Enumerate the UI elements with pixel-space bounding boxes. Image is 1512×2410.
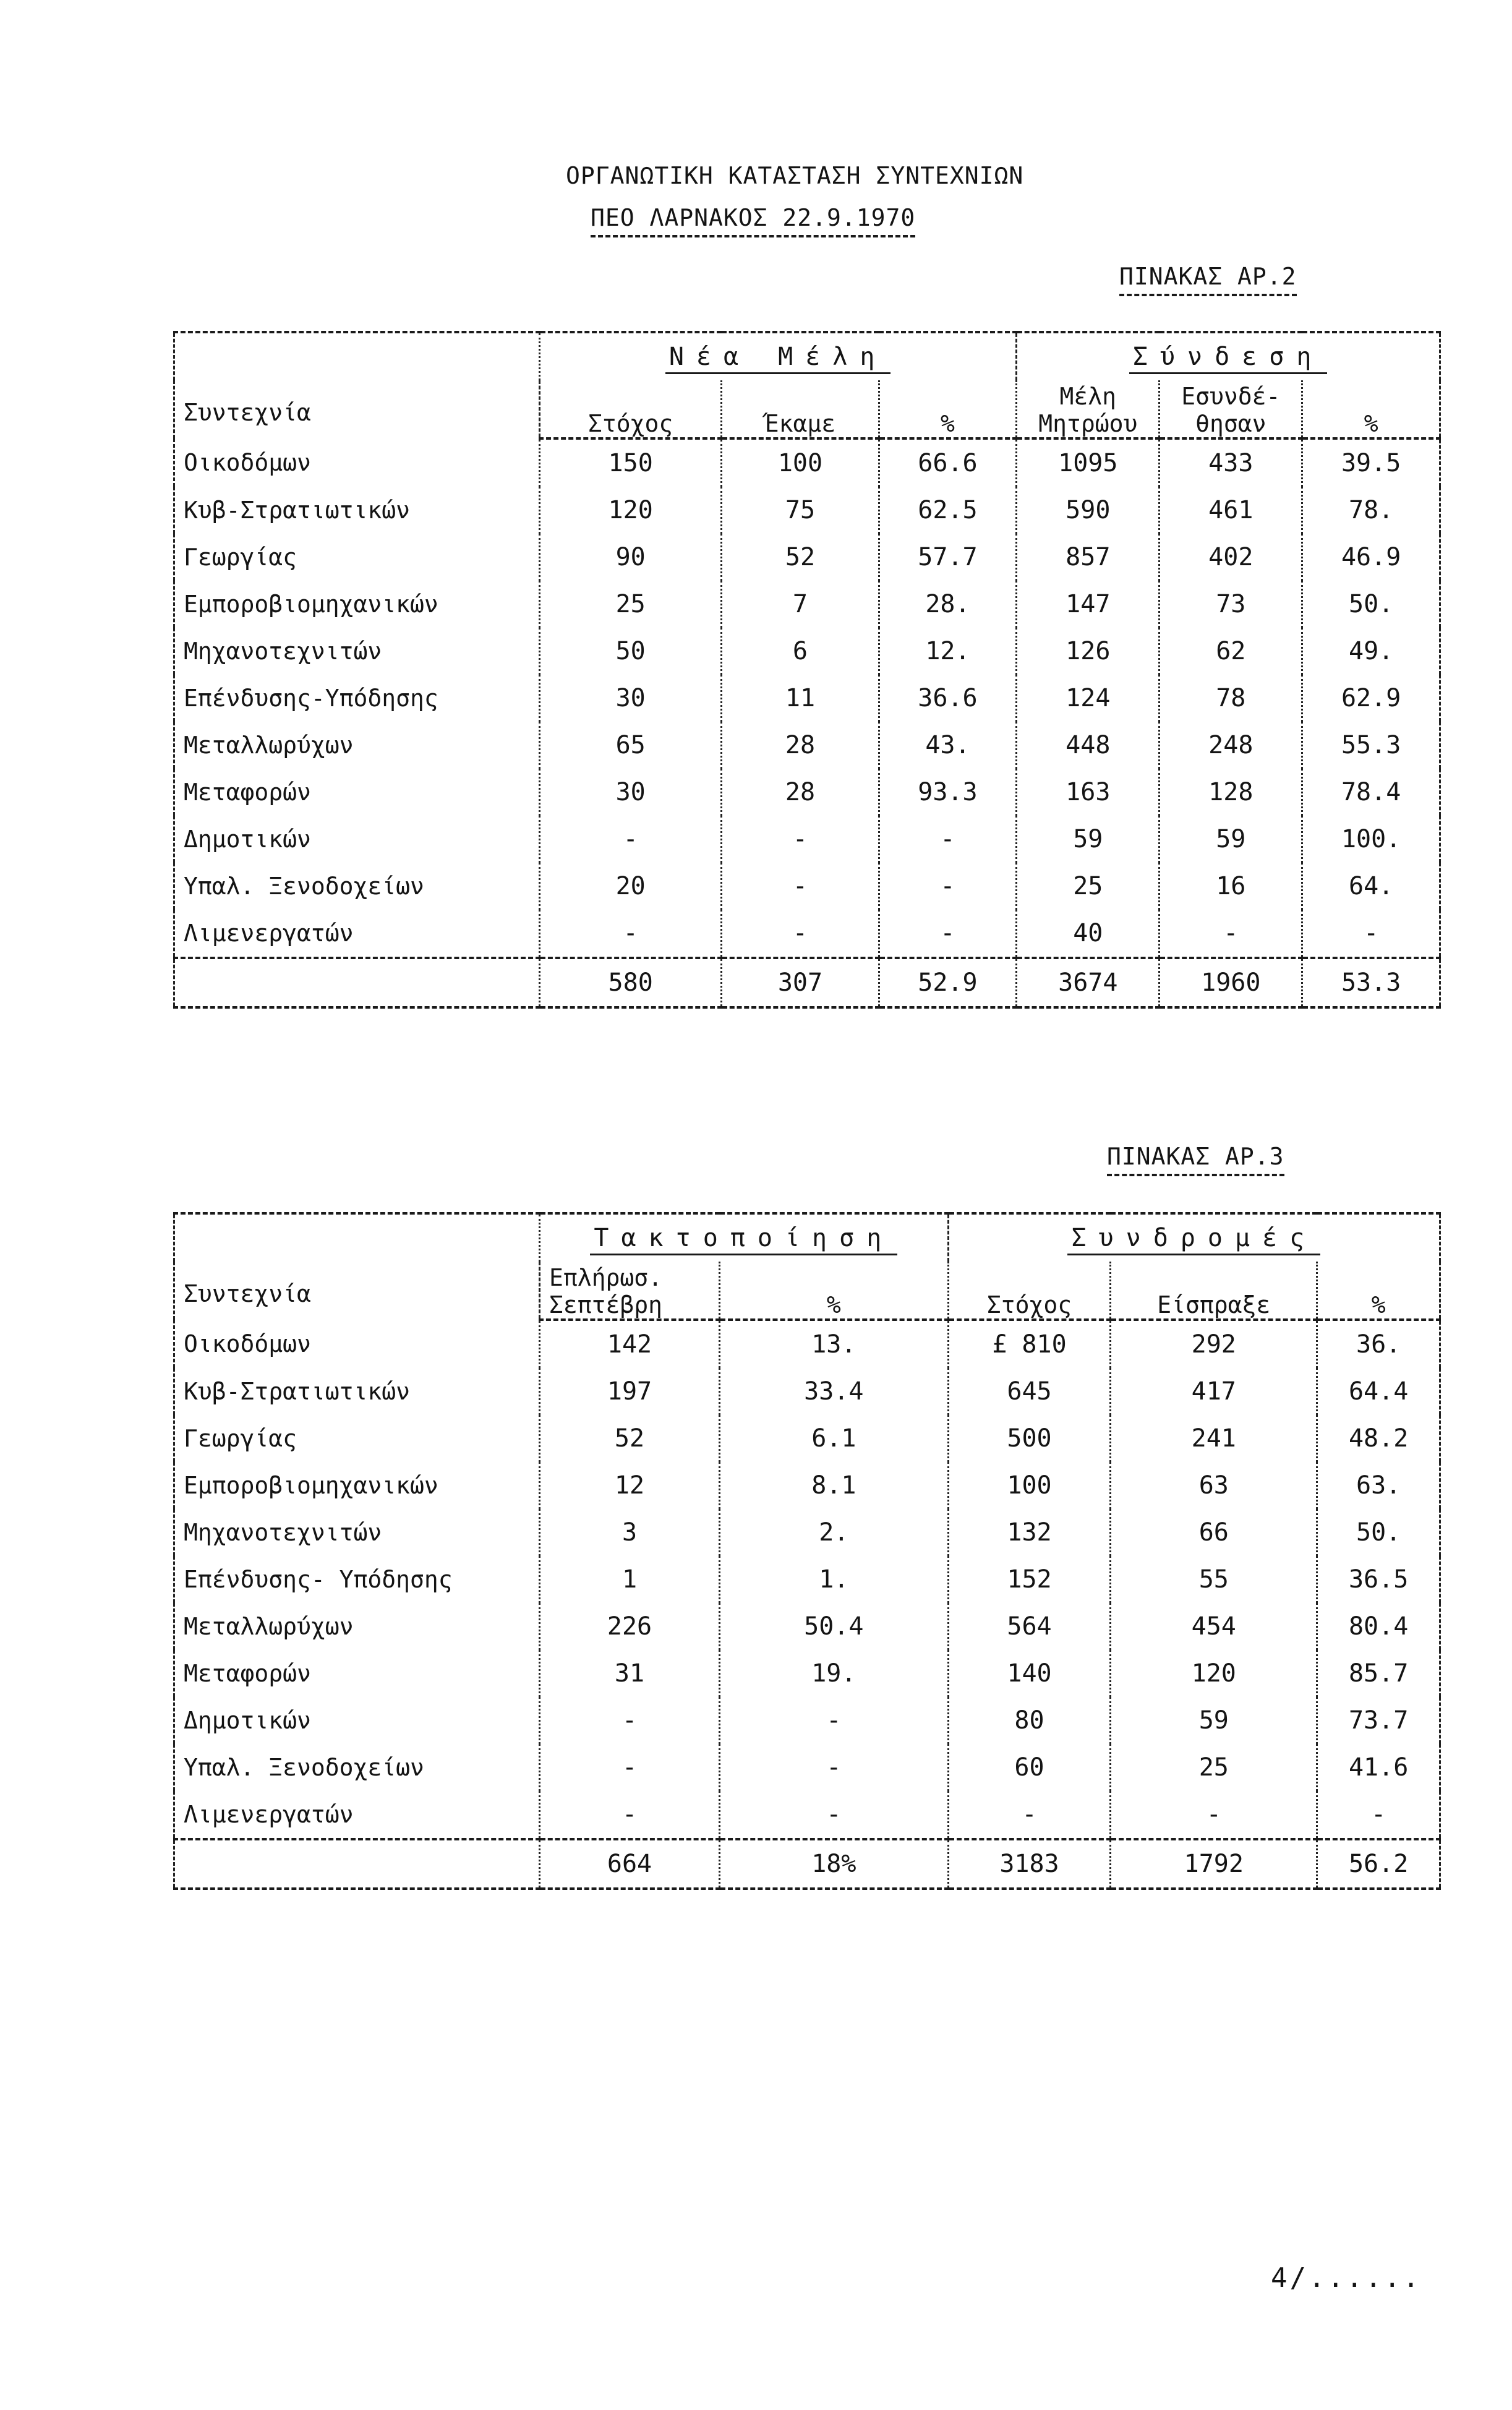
value-cell: 16 [1160, 863, 1302, 910]
table-3 [173, 1212, 1441, 1890]
value-cell: 66 [1111, 1509, 1317, 1556]
value-cell: 46.9 [1302, 534, 1440, 581]
value-cell: 417 [1111, 1368, 1317, 1415]
table-row [174, 1368, 1440, 1415]
table-row [174, 1415, 1440, 1462]
value-cell: 28 [722, 722, 879, 769]
value-cell: 128 [1160, 769, 1302, 816]
total-cell: 3183 [948, 1839, 1111, 1889]
value-cell: - [540, 1697, 720, 1744]
table-row [174, 1697, 1440, 1744]
value-cell: 25 [1111, 1744, 1317, 1791]
value-cell: 78 [1160, 675, 1302, 722]
value-cell: 63 [1111, 1462, 1317, 1509]
value-cell: £ 810 [948, 1320, 1111, 1368]
value-cell: 20 [540, 863, 722, 910]
value-cell: 19. [720, 1650, 949, 1697]
table-row [174, 816, 1440, 863]
value-cell: 49. [1302, 628, 1440, 675]
document-subtitle: ΠΕΟ ΛΑΡΝΑΚΟΣ 22.9.1970 [591, 204, 915, 237]
trade-name-cell: Οικοδόμων [174, 438, 540, 487]
value-cell: - [1317, 1791, 1440, 1839]
value-cell: 2. [720, 1509, 949, 1556]
value-cell: - [540, 1744, 720, 1791]
value-cell: 73 [1160, 581, 1302, 628]
table-row [174, 581, 1440, 628]
value-cell: 55.3 [1302, 722, 1440, 769]
value-cell: 59 [1160, 816, 1302, 863]
value-cell: 62.9 [1302, 675, 1440, 722]
table2-total-row [174, 958, 1440, 1007]
total-cell: 53.3 [1302, 958, 1440, 1007]
group-new-members: Νέα Μέλη [540, 332, 1017, 380]
col-linked: Εσυνδέ- θησαν [1160, 380, 1302, 438]
value-cell: 12 [540, 1462, 720, 1509]
value-cell: 39.5 [1302, 438, 1440, 487]
value-cell: - [879, 863, 1017, 910]
value-cell: 52 [722, 534, 879, 581]
total-cell: 52.9 [879, 958, 1017, 1007]
value-cell: 78. [1302, 487, 1440, 534]
value-cell: 64. [1302, 863, 1440, 910]
total-cell: 1792 [1111, 1839, 1317, 1889]
value-cell: 80.4 [1317, 1603, 1440, 1650]
trade-name-cell: Κυβ-Στρατιωτικών [174, 487, 540, 534]
total-cell: 664 [540, 1839, 720, 1889]
value-cell: 152 [948, 1556, 1111, 1603]
table-row [174, 1509, 1440, 1556]
value-cell: 590 [1017, 487, 1160, 534]
table-row [174, 863, 1440, 910]
value-cell: 142 [540, 1320, 720, 1368]
col-target: Στόχος [540, 380, 722, 438]
value-cell: 1095 [1017, 438, 1160, 487]
value-cell: 163 [1017, 769, 1160, 816]
value-cell: 433 [1160, 438, 1302, 487]
table-row [174, 675, 1440, 722]
value-cell: 6.1 [720, 1415, 949, 1462]
value-cell: 64.4 [1317, 1368, 1440, 1415]
trade-name-cell: Οικοδόμων [174, 1320, 540, 1368]
value-cell: 25 [1017, 863, 1160, 910]
value-cell: 857 [1017, 534, 1160, 581]
value-cell: - [722, 816, 879, 863]
value-cell: 41.6 [1317, 1744, 1440, 1791]
value-cell: 140 [948, 1650, 1111, 1697]
value-cell: 124 [1017, 675, 1160, 722]
value-cell: 40 [1017, 910, 1160, 958]
table-row [174, 1320, 1440, 1368]
col-target: Στόχος [948, 1262, 1111, 1320]
table-row [174, 1650, 1440, 1697]
value-cell: 150 [540, 438, 722, 487]
value-cell: 13. [720, 1320, 949, 1368]
table-row [174, 722, 1440, 769]
value-cell: 28 [722, 769, 879, 816]
value-cell: 126 [1017, 628, 1160, 675]
trade-name-cell: Μεταλλωρύχων [174, 1603, 540, 1650]
group-fees: Συνδρομές [948, 1213, 1440, 1262]
table-row [174, 769, 1440, 816]
value-cell: 100 [722, 438, 879, 487]
value-cell: 448 [1017, 722, 1160, 769]
value-cell: 30 [540, 675, 722, 722]
value-cell: 25 [540, 581, 722, 628]
value-cell: - [1302, 910, 1440, 958]
total-cell: 3674 [1017, 958, 1160, 1007]
value-cell: 12. [879, 628, 1017, 675]
table-row [174, 534, 1440, 581]
value-cell: - [1160, 910, 1302, 958]
table3-total-row [174, 1839, 1440, 1889]
table-row [174, 628, 1440, 675]
total-cell: 1960 [1160, 958, 1302, 1007]
value-cell: 36.5 [1317, 1556, 1440, 1603]
table-row [174, 438, 1440, 487]
trade-name-cell: Λιμενεργατών [174, 1791, 540, 1839]
value-cell: 11 [722, 675, 879, 722]
value-cell: 55 [1111, 1556, 1317, 1603]
value-cell: - [948, 1791, 1111, 1839]
value-cell: 454 [1111, 1603, 1317, 1650]
value-cell: 62.5 [879, 487, 1017, 534]
col-done: Έκαμε [722, 380, 879, 438]
value-cell: - [540, 816, 722, 863]
value-cell: 52 [540, 1415, 720, 1462]
trade-name-cell: Λιμενεργατών [174, 910, 540, 958]
value-cell: 75 [722, 487, 879, 534]
value-cell: 147 [1017, 581, 1160, 628]
value-cell: 93.3 [879, 769, 1017, 816]
table2-label: ΠΙΝΑΚΑΣ ΑΡ.2 [1119, 263, 1297, 296]
page-reference: 4/...... [1271, 2262, 1422, 2294]
value-cell: 1. [720, 1556, 949, 1603]
col-pct2: % [1317, 1262, 1440, 1320]
trade-name-cell: Δημοτικών [174, 1697, 540, 1744]
value-cell: 197 [540, 1368, 720, 1415]
trade-name-cell: Μεταλλωρύχων [174, 722, 540, 769]
col-trade: Συντεχνία [174, 332, 540, 438]
value-cell: 48.2 [1317, 1415, 1440, 1462]
value-cell: 132 [948, 1509, 1111, 1556]
group-organisation: Τακτοποίηση [540, 1213, 949, 1262]
value-cell: 63. [1317, 1462, 1440, 1509]
col-pct: % [879, 380, 1017, 438]
value-cell: - [722, 863, 879, 910]
value-cell: 500 [948, 1415, 1111, 1462]
value-cell: 241 [1111, 1415, 1317, 1462]
value-cell: 59 [1017, 816, 1160, 863]
value-cell: 36. [1317, 1320, 1440, 1368]
table-row [174, 1462, 1440, 1509]
value-cell: 60 [948, 1744, 1111, 1791]
value-cell: 292 [1111, 1320, 1317, 1368]
value-cell: 3 [540, 1509, 720, 1556]
value-cell: 66.6 [879, 438, 1017, 487]
value-cell: 100. [1302, 816, 1440, 863]
value-cell: 50. [1302, 581, 1440, 628]
value-cell: - [879, 816, 1017, 863]
value-cell: 59 [1111, 1697, 1317, 1744]
col-members: Μέλη Μητρώου [1017, 380, 1160, 438]
value-cell: 402 [1160, 534, 1302, 581]
value-cell: 62 [1160, 628, 1302, 675]
total-cell: 580 [540, 958, 722, 1007]
value-cell: 36.6 [879, 675, 1017, 722]
table3-label: ΠΙΝΑΚΑΣ ΑΡ.3 [1107, 1143, 1284, 1176]
col-sept: Επλήρωσ. Σεπτέβρη [540, 1262, 720, 1320]
col-pct: % [720, 1262, 949, 1320]
value-cell: 90 [540, 534, 722, 581]
total-cell: 18% [720, 1839, 949, 1889]
trade-name-cell: Μεταφορών [174, 769, 540, 816]
value-cell: - [879, 910, 1017, 958]
value-cell: 33.4 [720, 1368, 949, 1415]
value-cell: 50 [540, 628, 722, 675]
document-title: ΟΡΓΑΝΩΤΙΚΗ ΚΑΤΑΣΤΑΣΗ ΣΥΝΤΕΧΝΙΩΝ [566, 162, 1024, 189]
col-trade: Συντεχνία [174, 1213, 540, 1320]
trade-name-cell: Επένδυσης- Υπόδησης [174, 1556, 540, 1603]
value-cell: - [722, 910, 879, 958]
trade-name-cell: Εμποροβιομηχανικών [174, 581, 540, 628]
value-cell: 28. [879, 581, 1017, 628]
value-cell: 80 [948, 1697, 1111, 1744]
table-row [174, 910, 1440, 958]
trade-name-cell: Κυβ-Στρατιωτικών [174, 1368, 540, 1415]
trade-name-cell: Γεωργίας [174, 1415, 540, 1462]
value-cell: 6 [722, 628, 879, 675]
trade-name-cell: Υπαλ. Ξενοδοχείων [174, 863, 540, 910]
trade-name-cell: Γεωργίας [174, 534, 540, 581]
value-cell: - [720, 1791, 949, 1839]
table-row [174, 1603, 1440, 1650]
value-cell: 50. [1317, 1509, 1440, 1556]
total-cell: 307 [722, 958, 879, 1007]
value-cell: 120 [1111, 1650, 1317, 1697]
total-cell: 56.2 [1317, 1839, 1440, 1889]
value-cell: 57.7 [879, 534, 1017, 581]
value-cell: - [540, 910, 722, 958]
col-collected: Είσπραξε [1111, 1262, 1317, 1320]
value-cell: 78.4 [1302, 769, 1440, 816]
value-cell: 100 [948, 1462, 1111, 1509]
value-cell: - [720, 1744, 949, 1791]
table-row [174, 487, 1440, 534]
trade-name-cell: Μεταφορών [174, 1650, 540, 1697]
value-cell: 461 [1160, 487, 1302, 534]
value-cell: 645 [948, 1368, 1111, 1415]
trade-name-cell: Υπαλ. Ξενοδοχείων [174, 1744, 540, 1791]
value-cell: 248 [1160, 722, 1302, 769]
table-row [174, 1556, 1440, 1603]
value-cell: 73.7 [1317, 1697, 1440, 1744]
value-cell: 226 [540, 1603, 720, 1650]
col-pct2: % [1302, 380, 1440, 438]
value-cell: 120 [540, 487, 722, 534]
value-cell: 1 [540, 1556, 720, 1603]
table-row [174, 1744, 1440, 1791]
trade-name-cell: Μηχανοτεχνιτών [174, 1509, 540, 1556]
trade-name-cell: Μηχανοτεχνιτών [174, 628, 540, 675]
value-cell: - [540, 1791, 720, 1839]
trade-name-cell: Δημοτικών [174, 816, 540, 863]
value-cell: 8.1 [720, 1462, 949, 1509]
value-cell: 85.7 [1317, 1650, 1440, 1697]
value-cell: 31 [540, 1650, 720, 1697]
value-cell: 65 [540, 722, 722, 769]
value-cell: 50.4 [720, 1603, 949, 1650]
group-linkage: Σύνδεση [1017, 332, 1440, 380]
trade-name-cell: Εμποροβιομηχανικών [174, 1462, 540, 1509]
value-cell: 564 [948, 1603, 1111, 1650]
value-cell: 30 [540, 769, 722, 816]
table-2 [173, 331, 1441, 1009]
table-row [174, 1791, 1440, 1839]
trade-name-cell: Επένδυσης-Υπόδησης [174, 675, 540, 722]
value-cell: - [1111, 1791, 1317, 1839]
value-cell: 43. [879, 722, 1017, 769]
value-cell: - [720, 1697, 949, 1744]
value-cell: 7 [722, 581, 879, 628]
